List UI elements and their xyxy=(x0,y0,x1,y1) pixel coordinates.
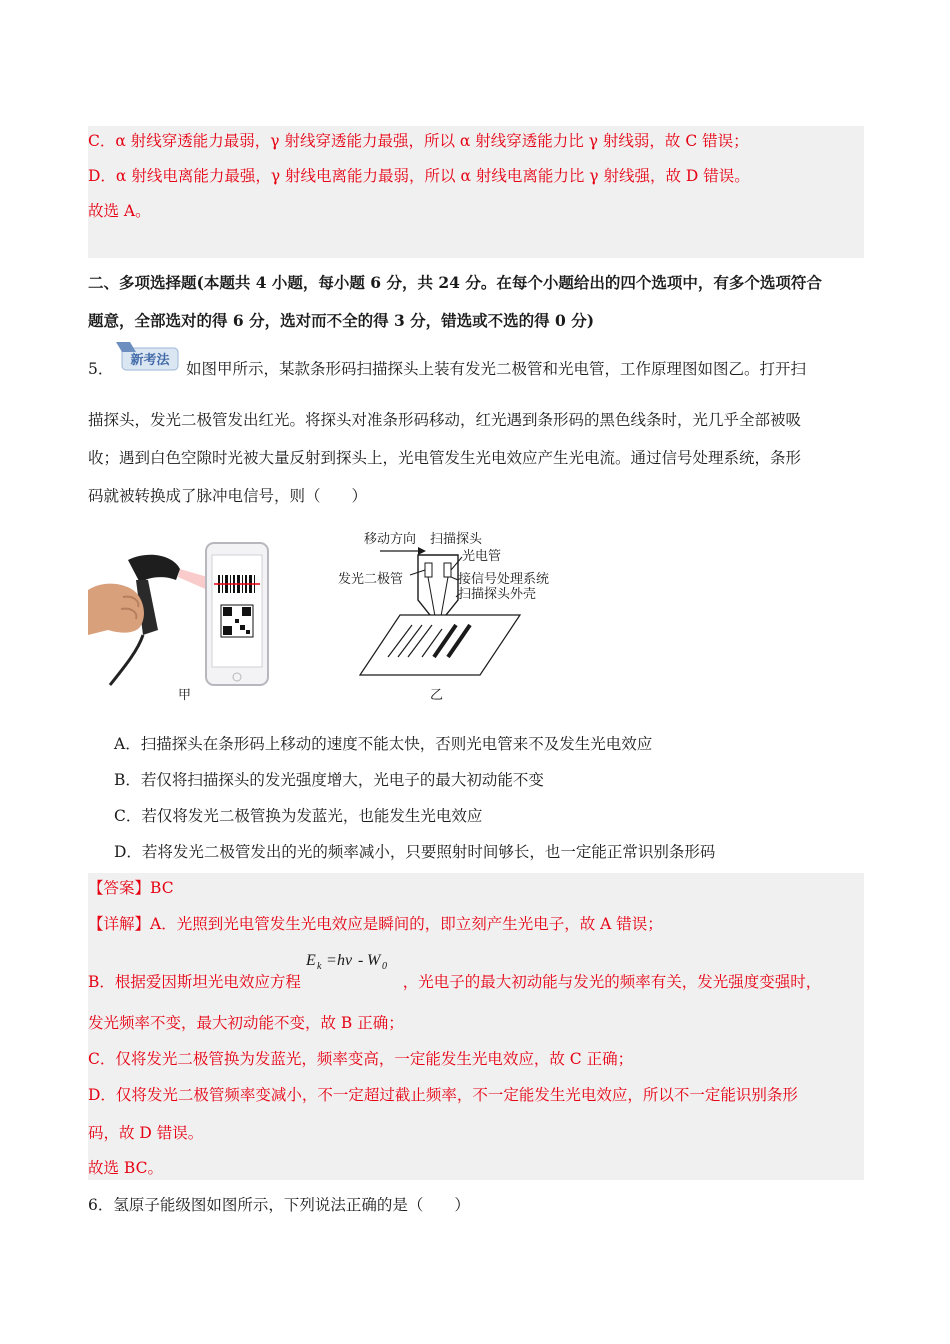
svg-text:-: - xyxy=(357,952,364,969)
new-method-tag-icon xyxy=(116,342,180,372)
figure-jia-caption: 甲 xyxy=(178,688,192,703)
detail-line-b2: 发光频率不变，最大初动能不变，故 B 正确； xyxy=(88,1014,404,1032)
answer-line xyxy=(88,877,174,899)
prev-answer-line-c: C．α 射线穿透能力最弱，γ 射线穿透能力最强，所以 α 射线穿透能力比 γ 射线弱，故 C 错误； xyxy=(88,132,749,150)
detail-label: 【详解】 xyxy=(88,915,151,933)
section-heading-line2: 题意，全部选对的得 6 分，选对而不全的得 3 分，错选或不选的得 0 分) xyxy=(88,311,595,330)
answer-value: BC xyxy=(150,879,174,897)
label-move-direction: 移动方向 xyxy=(364,532,417,547)
prev-answer-conclusion: 故选 A。 xyxy=(88,202,151,220)
detail-a-text: A．光照到光电管发生光电效应是瞬间的，即立刻产生光电子，故 A 错误； xyxy=(150,915,663,933)
section-heading-line1: 二、多项选择题(本题共 4 小题，每小题 6 分，共 24 分。在每个小题给出的四个选项中，有多个选项符合 xyxy=(88,273,822,292)
option-b: B．若仅将扫描探头的发光强度增大，光电子的最大初动能不变 xyxy=(114,771,544,789)
question-5-number: 5． xyxy=(88,360,114,378)
question-5-stem-line3: 收；遇到白色空隙时光被大量反射到探头上，光电管发生光电效应产生光电流。通过信号处理系统，条形 xyxy=(88,449,802,467)
svg-text:0: 0 xyxy=(381,961,387,972)
svg-text:=: = xyxy=(325,952,337,969)
option-c: C．若仅将发光二极管换为发蓝光，也能发生光电效应 xyxy=(114,807,483,825)
option-a: A．扫描探头在条形码上移动的速度不能太快，否则光电管来不及发生光电效应 xyxy=(114,735,653,753)
option-d: D．若将发光二极管发出的光的频率减小，只要照射时间够长，也一定能正常识别条形码 xyxy=(114,843,716,861)
figure-jia-scanner-photo xyxy=(88,535,288,695)
answer-label: 【答案】 xyxy=(88,879,151,897)
label-scan-head: 扫描探头 xyxy=(430,532,483,547)
question-5-stem-line1: 如图甲所示，某款条形码扫描探头上装有发光二极管和光电管，工作原理图如图乙。打开扫 xyxy=(186,360,807,378)
detail-b-pre: B．根据爱因斯坦光电效应方程 xyxy=(88,973,301,991)
label-scan-head-shell: 扫描探头外壳 xyxy=(458,587,537,602)
label-led: 发光二极管 xyxy=(338,572,404,587)
detail-line-d1: D．仅将发光二极管频率变减小，不一定超过截止频率，不一定能发生光电效应，所以不一定能识别条形 xyxy=(88,1086,798,1104)
label-signal-system: 接信号处理系统 xyxy=(458,572,550,587)
question-5-stem-line2: 描探头，发光二极管发出红光。将探头对准条形码移动，红光遇到条形码的黑色线条时，光几乎全部被吸 xyxy=(88,411,802,429)
detail-line-c: C．仅将发光二极管换为发蓝光，频率变高，一定能发生光电效应，故 C 正确； xyxy=(88,1050,634,1068)
detail-line-a xyxy=(88,913,663,935)
q5-conclusion: 故选 BC。 xyxy=(88,1159,163,1177)
svg-text:hν: hν xyxy=(336,952,352,969)
label-phototube: 光电管 xyxy=(462,549,502,564)
svg-text:W: W xyxy=(366,952,381,969)
prev-answer-line-d: D．α 射线电离能力最强，γ 射线电离能力最弱，所以 α 射线电离能力比 γ 射线强，故 D 错误。 xyxy=(88,167,750,185)
svg-text:E: E xyxy=(305,952,316,969)
figure-yi-caption: 乙 xyxy=(430,688,444,703)
detail-b-post: ，光电子的最大初动能与发光的频率有关，发光强度变强时， xyxy=(402,973,822,991)
figure-yi-diagram xyxy=(330,525,590,685)
question-6-stem: 6．氢原子能级图如图所示，下列说法正确的是（ ） xyxy=(88,1196,470,1214)
tag-label: 新考法 xyxy=(130,353,170,368)
detail-line-d2: 码，故 D 错误。 xyxy=(88,1124,204,1142)
detail-line-b xyxy=(88,952,822,994)
svg-text:k: k xyxy=(316,961,322,972)
question-5-stem-line4: 码就被转换成了脉冲电信号，则（ ） xyxy=(88,487,368,505)
photoelectric-formula xyxy=(306,947,398,980)
